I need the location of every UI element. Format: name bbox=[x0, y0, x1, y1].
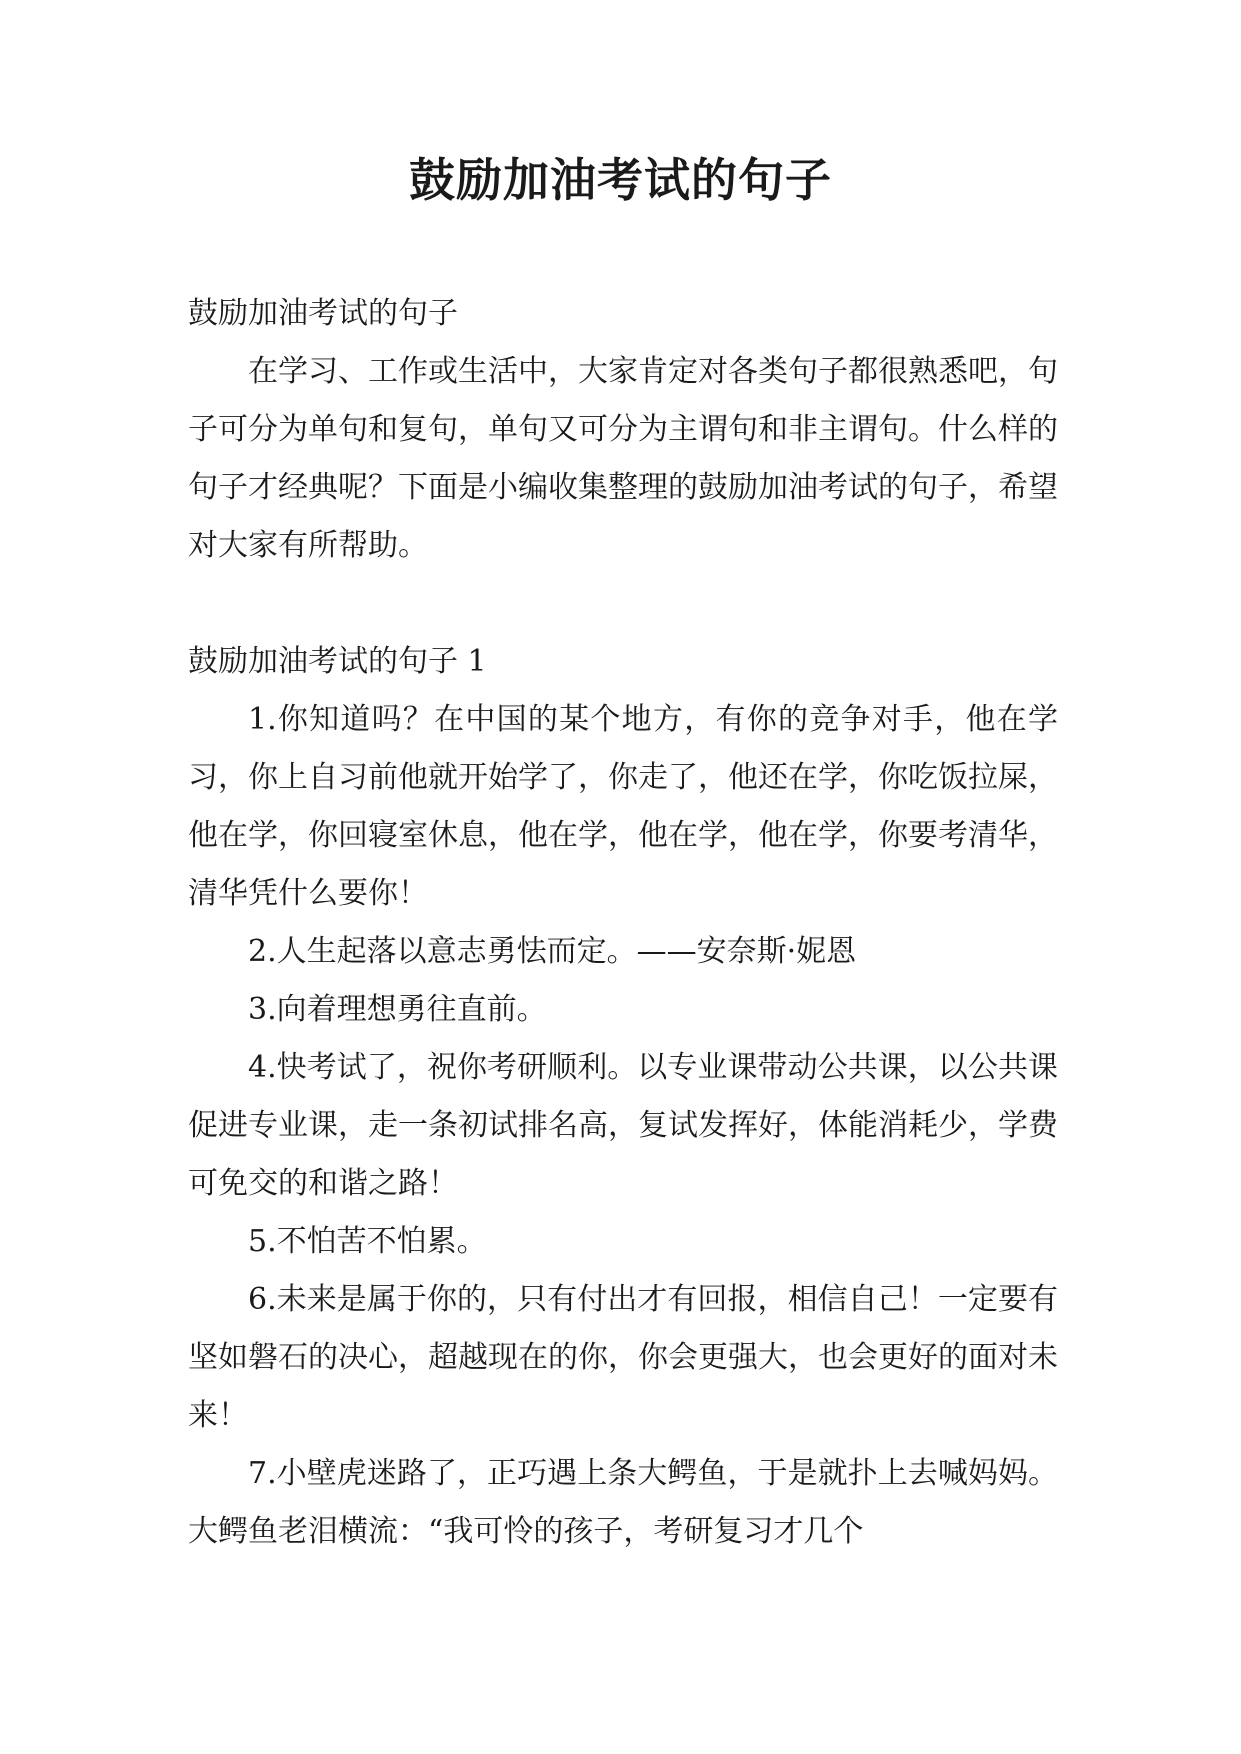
list-item: 3.向着理想勇往直前。 bbox=[248, 992, 547, 1027]
list-item: 4.快考试了，祝你考研顺利。以专业课带动公共课，以公共课促进专业课，走一条初试排名高，复试发挥好，体能消耗少，学费可免交的和谐之路！ bbox=[188, 1050, 1058, 1201]
document-body bbox=[188, 285, 1058, 1561]
section-heading: 鼓励加油考试的句子 1 bbox=[188, 644, 487, 679]
paragraph-spacer bbox=[188, 575, 1058, 633]
list-item: 1.你知道吗？在中国的某个地方，有你的竞争对手，他在学习，你上自习前他就开始学了，你走了，他还在学，你吃饭拉屎，他在学，你回寝室休息，他在学，他在学，他在学，你要考清华，清华凭什么要你！ bbox=[188, 702, 1058, 911]
document-title: 鼓励加油考试的句子 bbox=[409, 153, 832, 207]
subtitle: 鼓励加油考试的句子 bbox=[188, 296, 458, 331]
intro-paragraph: 在学习、工作或生活中，大家肯定对各类句子都很熟悉吧，句子可分为单句和复句，单句又可分为主谓句和非主谓句。什么样的句子才经典呢？下面是小编收集整理的鼓励加油考试的句子，希望对大家有所帮助。 bbox=[188, 354, 1058, 563]
list-item: 6.未来是属于你的，只有付出才有回报，相信自己！一定要有坚如磐石的决心，超越现在的你，你会更强大，也会更好的面对未来！ bbox=[188, 1282, 1058, 1433]
list-item: 7.小壁虎迷路了，正巧遇上条大鳄鱼，于是就扑上去喊妈妈。大鳄鱼老泪横流：“我可怜的孩子，考研复习才几个 bbox=[188, 1456, 1058, 1549]
list-item: 5.不怕苦不怕累。 bbox=[248, 1224, 487, 1259]
list-item: 2.人生起落以意志勇怯而定。——安奈斯·妮恩 bbox=[248, 934, 857, 969]
